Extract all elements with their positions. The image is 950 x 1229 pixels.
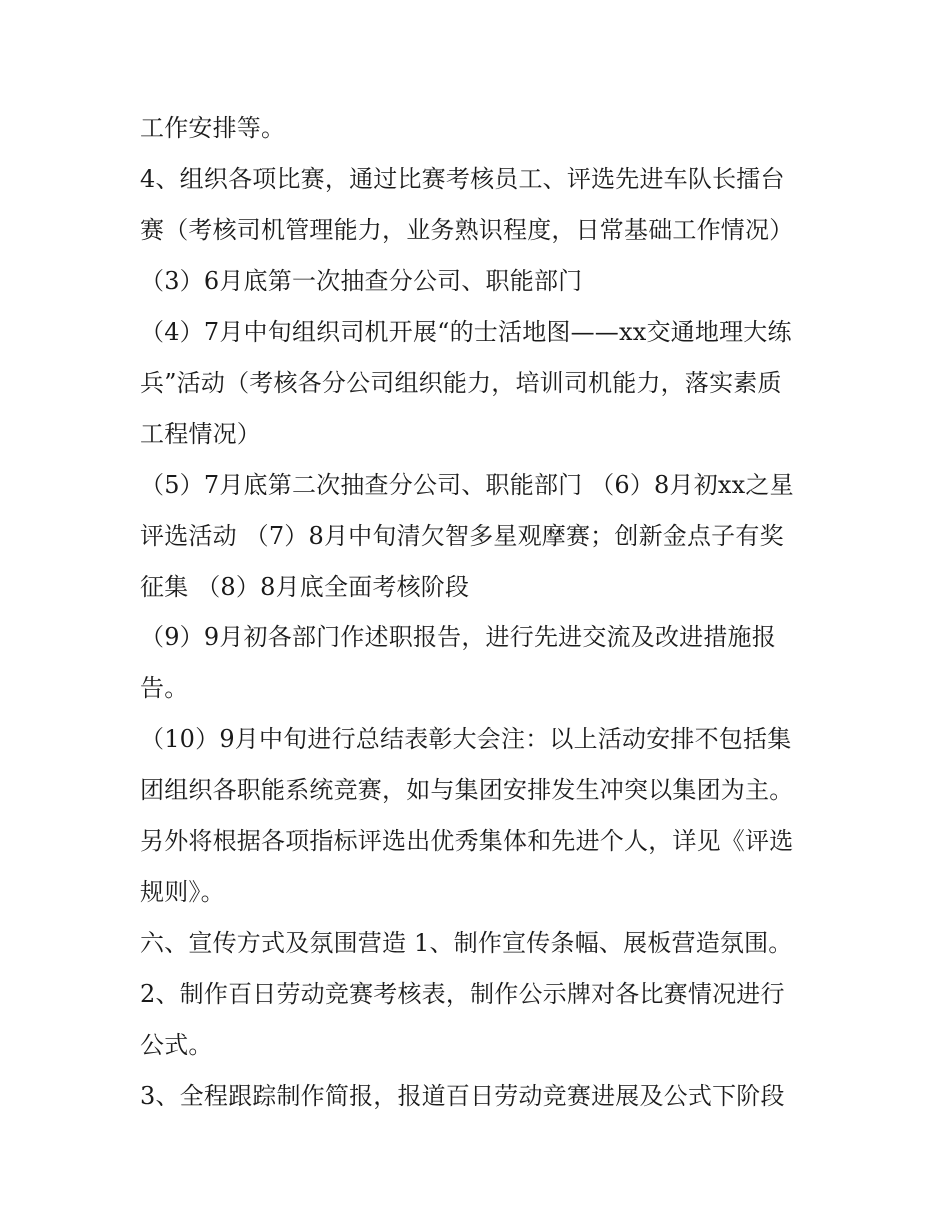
text-line: （9）9月初各部门作述职报告，进行先进交流及改进措施报 xyxy=(140,623,776,651)
text-line: 另外将根据各项指标评选出优秀集体和先进个人，详见《评选 xyxy=(140,827,794,855)
text-line: 工作安排等。 xyxy=(140,114,286,142)
text-line: （3）6月底第一次抽查分公司、职能部门 xyxy=(140,267,583,295)
text-line: 规则》。 xyxy=(140,878,225,906)
text-line: 征集 （8）8月底全面考核阶段 xyxy=(140,573,470,601)
text-line: 团组织各职能系统竞赛，如与集团安排发生冲突以集团为主。 xyxy=(140,776,794,804)
text-line: （4）7月中旬组织司机开展“的士活地图——xx交通地理大练 xyxy=(140,318,792,346)
text-line: 工程情况） xyxy=(140,420,261,448)
text-line: 六、宣传方式及氛围营造 1、制作宣传条幅、展板营造氛围。 xyxy=(140,929,793,957)
text-line: 兵”活动（考核各分公司组织能力，培训司机能力，落实素质 xyxy=(140,369,782,397)
text-line: 2、制作百日劳动竞赛考核表，制作公示牌对各比赛情况进行 xyxy=(140,980,785,1008)
text-line: 告。 xyxy=(140,674,189,702)
text-line: 赛（考核司机管理能力，业务熟识程度，日常基础工作情况） xyxy=(140,216,794,244)
text-line: 3、全程跟踪制作简报，报道百日劳动竞赛进展及公式下阶段 xyxy=(140,1082,785,1110)
text-line: （5）7月底第二次抽查分公司、职能部门 （6）8月初xx之星 xyxy=(140,471,794,499)
text-line: （10）9月中旬进行总结表彰大会注：以上活动安排不包括集 xyxy=(140,725,792,753)
text-line: 评选活动 （7）8月中旬清欠智多星观摩赛；创新金点子有奖 xyxy=(140,522,784,550)
text-line: 4、组织各项比赛，通过比赛考核员工、评选先进车队长擂台 xyxy=(140,165,785,193)
text-line: 公式。 xyxy=(140,1031,213,1059)
